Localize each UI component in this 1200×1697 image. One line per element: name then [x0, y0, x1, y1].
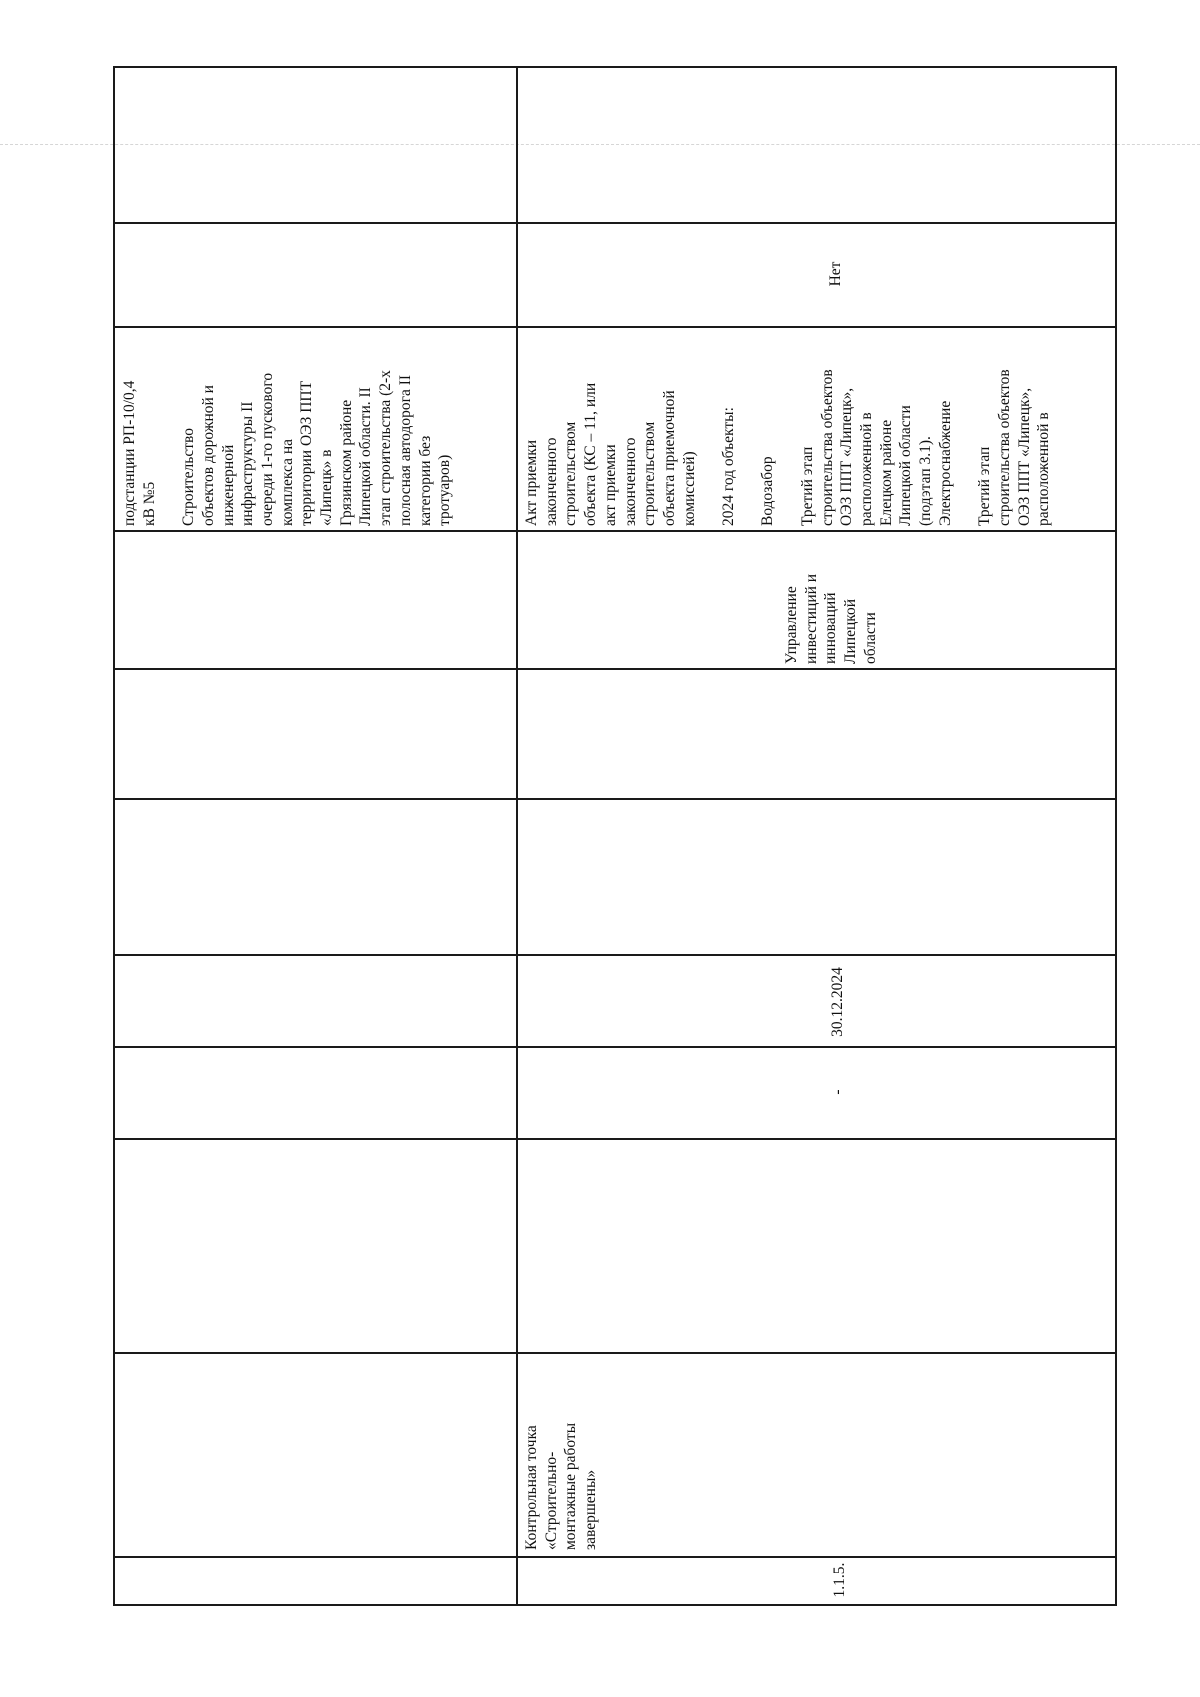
row-divider: [516, 66, 518, 1606]
text-line: строительством: [562, 421, 580, 526]
column-divider: [113, 1556, 1117, 1558]
column-divider: [113, 1138, 1117, 1140]
row2-deadline-date: 30.12.2024: [829, 967, 846, 1037]
text-line: категории без: [416, 435, 434, 526]
frame-bottom: [113, 1604, 1117, 1606]
row2-dash: -: [829, 1089, 846, 1095]
row2-responsible-organization: [782, 574, 881, 664]
text-line: тротуаров): [436, 454, 454, 526]
text-line: ОЭЗ ППТ «Липецк»,: [838, 387, 856, 526]
frame-top: [113, 66, 1117, 68]
text-line: этап строительства (2-х: [377, 370, 395, 526]
text-line: Липецкой области. II: [357, 387, 375, 526]
text-line: Водозабор: [759, 456, 777, 526]
text-line: расположенной в: [1035, 412, 1053, 526]
text-line: 2024 год объекты:: [720, 407, 738, 526]
text-line: комиссией): [680, 451, 698, 526]
text-line: расположенной в: [857, 412, 875, 526]
text-line: «Липецк» в: [318, 449, 336, 526]
text-line: Липецкой области: [897, 405, 915, 526]
row2-number: 1.1.5.: [831, 1562, 848, 1598]
line-gap: [955, 369, 975, 526]
text-line: Липецкой: [842, 598, 860, 664]
text-line: объекта приемочной: [660, 390, 678, 526]
column-divider: [113, 798, 1117, 800]
text-line: подстанции РП-10/0,4: [121, 380, 138, 526]
row2-checkpoint-name: [522, 1423, 601, 1550]
text-line: комплекса на: [278, 438, 296, 526]
column-divider: [113, 668, 1117, 670]
line-gap: [739, 369, 759, 526]
text-line: инноваций: [822, 592, 840, 664]
frame-right: [1115, 66, 1117, 1606]
text-line: объектов дорожной и: [199, 385, 217, 526]
text-line: Акт приемки: [523, 439, 540, 526]
row2-status: Нет: [827, 261, 844, 287]
text-line: инвестиций и: [802, 573, 820, 664]
column-divider: [113, 954, 1117, 956]
text-line: очереди 1-го пускового: [258, 372, 276, 526]
line-gap: [699, 369, 719, 526]
text-line: Грязинском районе: [337, 399, 355, 526]
column-divider: [113, 326, 1117, 328]
line-gap: [159, 370, 179, 526]
column-divider: [113, 1352, 1117, 1354]
text-line: строительством: [641, 421, 659, 526]
text-line: кВ №5: [140, 481, 158, 526]
text-line: инженерной: [219, 444, 237, 526]
text-line: «Строительно-: [542, 1451, 560, 1550]
column-divider: [113, 530, 1117, 532]
row2-acceptance-document: [522, 369, 1054, 526]
text-line: Третий этап: [976, 446, 994, 526]
text-line: инфраструктуры II: [239, 401, 257, 526]
text-line: Электроснабжение: [936, 400, 954, 526]
text-line: области: [861, 612, 879, 664]
line-gap: [778, 369, 798, 526]
text-line: монтажные работы: [562, 1422, 580, 1550]
column-divider: [113, 1046, 1117, 1048]
text-line: строительства объектов: [818, 369, 836, 526]
text-line: завершены»: [582, 1469, 600, 1550]
text-line: Управление: [783, 586, 800, 664]
text-line: законченного: [542, 437, 560, 526]
text-line: Елецком районе: [877, 419, 895, 526]
text-line: законченного: [621, 437, 639, 526]
text-line: ОЭЗ ППТ «Липецк»,: [1015, 387, 1033, 526]
scan-artifact-line: [0, 144, 1200, 145]
text-line: Контрольная точка: [523, 1425, 540, 1550]
text-line: Третий этап: [798, 446, 816, 526]
text-line: полосная автодорога II: [396, 374, 414, 526]
text-line: территории ОЭЗ ППТ: [298, 380, 316, 526]
row1-object-description: [120, 370, 455, 526]
text-line: (подэтап 3.1).: [917, 436, 935, 526]
text-line: строительства объектов: [995, 369, 1013, 526]
text-line: Строительство: [180, 428, 198, 526]
text-line: акт приемки: [601, 444, 619, 526]
text-line: объекта (КС – 11, или: [582, 382, 600, 526]
frame-left: [113, 66, 115, 1606]
column-divider: [113, 222, 1117, 224]
